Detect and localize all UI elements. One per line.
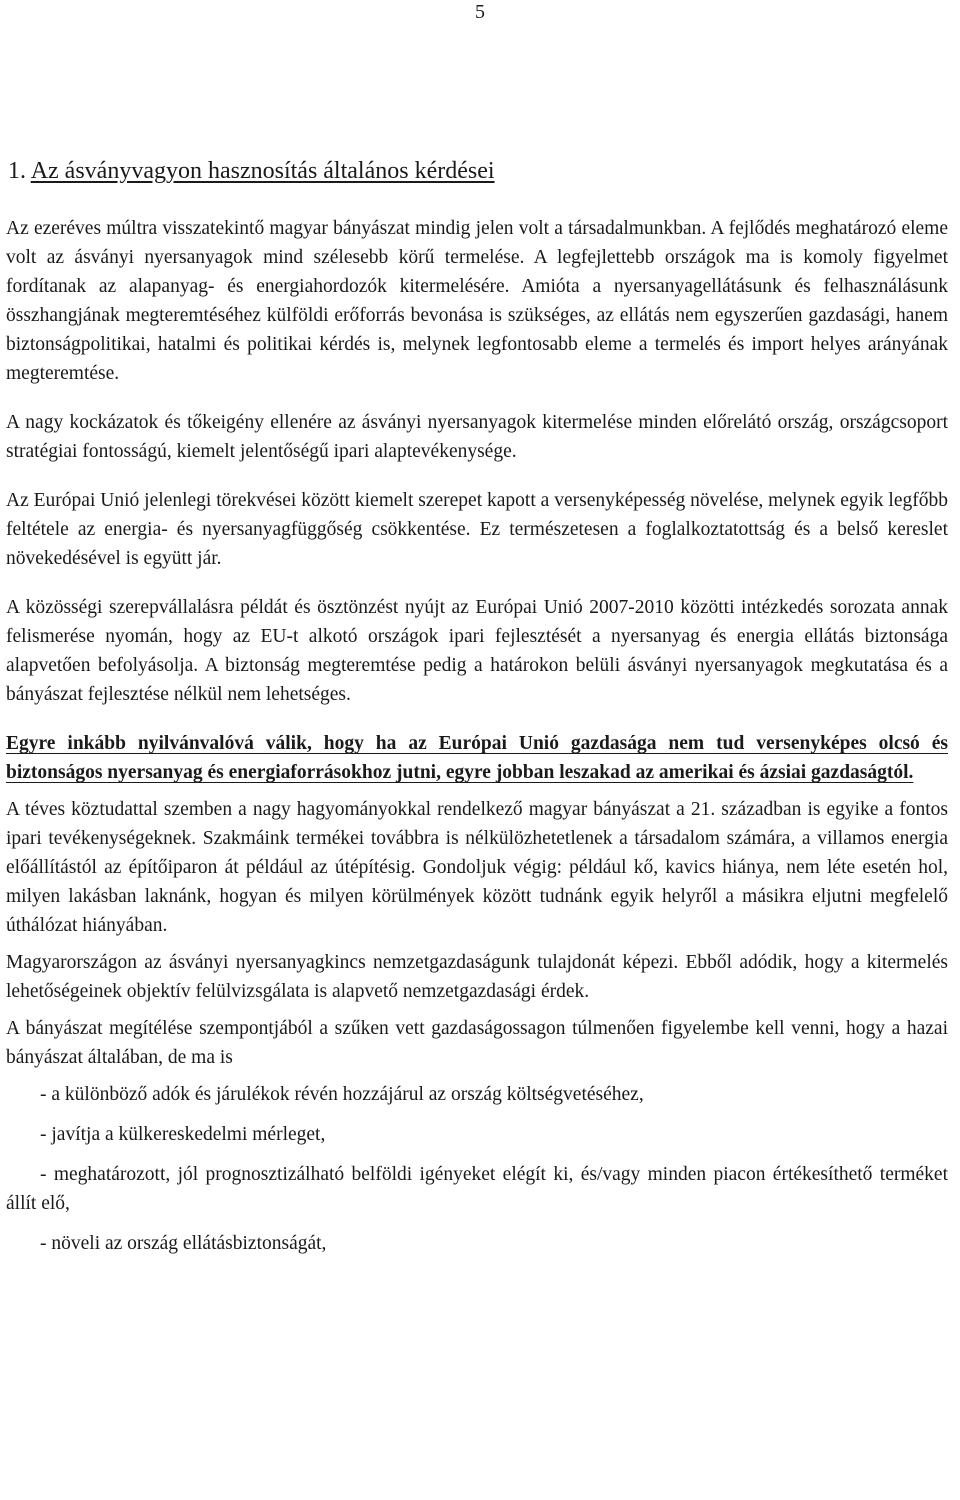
paragraph-4: A közösségi szerepvállalásra példát és ösztönzést nyújt az Európai Unió 2007-2010 közötti intézkedés sorozata annak felismerése nyomán, hogy az EU-t alkotó országok ipari fejlesztését a nyersanyag és energia ellátás biztonsága alapvetően befolyásolja. A biztonság megteremtése pedig a határokon belüli ásványi nyersanyagok megkutatása és a bányászat fejlesztése nélkül nem lehetséges.: [6, 597, 948, 705]
paragraph-3: Az Európai Unió jelenlegi törekvései között kiemelt szerepet kapott a versenyképesség növelése, melynek egyik legfőbb feltétele az energia- és nyersanyagfüggőség csökkentése. Ez természetesen a foglalkoztatottság és a belső kereslet növekedésével is együtt jár.: [6, 490, 948, 569]
section-number: 1.: [8, 158, 26, 184]
paragraph-6: Magyarországon az ásványi nyersanyagkincs nemzetgazdaságunk tulajdonát képezi. Ebből adódik, hogy a kitermelés lehetőségeinek objektív felülvizsgálata is alapvető nemzetgazdasági érdek.: [6, 952, 948, 1002]
paragraph-5: A téves köztudattal szemben a nagy hagyományokkal rendelkező magyar bányászat a 21. században is egyike a fontos ipari tevékenységeknek. Szakmáink termékei továbbra is nélkülözhetetlenek a társadalom számára, a villamos energia előállítástól az építőiparon át például az útépítésig. Gondoljuk végig: például kő, kavics hiánya, nem léte esetén hol, milyen lakásban laknánk, hogyan és milyen körülmények között tudnánk egyik helyről a másikra eljutni megfelelő úthálózat hiányában.: [6, 799, 948, 936]
paragraph-2: A nagy kockázatok és tőkeigény ellenére az ásványi nyersanyagok kitermelése minden előrelátó ország, országcsoport stratégiai fontosságú, kiemelt jelentőségű ipari alaptevékenysége.: [6, 412, 948, 462]
list-item: - javítja a külkereskedelmi mérleget,: [40, 1124, 326, 1145]
paragraph-1: Az ezeréves múltra visszatekintő magyar bányászat mindig jelen volt a társadalmunkban. A fejlődés meghatározó eleme volt az ásványi nyersanyagok mind szélesebb körű termelése. A legfejlettebb országok ma is komoly figyelmet fordítanak az alapanyag- és energiahordozók kitermelésére. Amióta a nyersanyagellátásunk és felhasználásunk összhangjának megteremtéséhez külföldi erőforrás bevonása is szükséges, az ellátás nem egyszerűen gazdasági, hanem biztonságpolitikai, hatalmi és politikai kérdés is, melynek legfontosabb eleme a termelés és import helyes arányának megteremtése.: [6, 218, 948, 384]
document-body: [6, 154, 948, 1269]
paragraph-7: A bányászat megítélése szempontjából a szűken vett gazdaságossagon túlmenően figyelembe kell venni, hogy a hazai bányászat általában, de ma is: [6, 1018, 948, 1068]
section-heading: [8, 154, 948, 188]
emphasis-text: Egyre inkább nyilvánvalóvá válik, hogy ha az Európai Unió gazdasága nem tud versenyképes olcsó és biztonságos nyersanyag és energiaforrásokhoz jutni, egyre jobban leszakad az amerikai és ázsiai gazdaságtól.: [6, 733, 948, 783]
list-item: - a különböző adók és járulékok révén hozzájárul az ország költségvetéséhez,: [40, 1084, 644, 1105]
section-title: Az ásványvagyon hasznosítás általános kérdései: [30, 158, 495, 184]
emphasis-paragraph: [6, 729, 948, 787]
list-item: - növeli az ország ellátásbiztonságát,: [40, 1233, 327, 1254]
list-item: - meghatározott, jól prognosztizálható belföldi igényeket elégít ki, és/vagy minden piacon értékesíthető terméket állít elő,: [6, 1164, 948, 1214]
page-number: 5: [475, 1, 485, 23]
